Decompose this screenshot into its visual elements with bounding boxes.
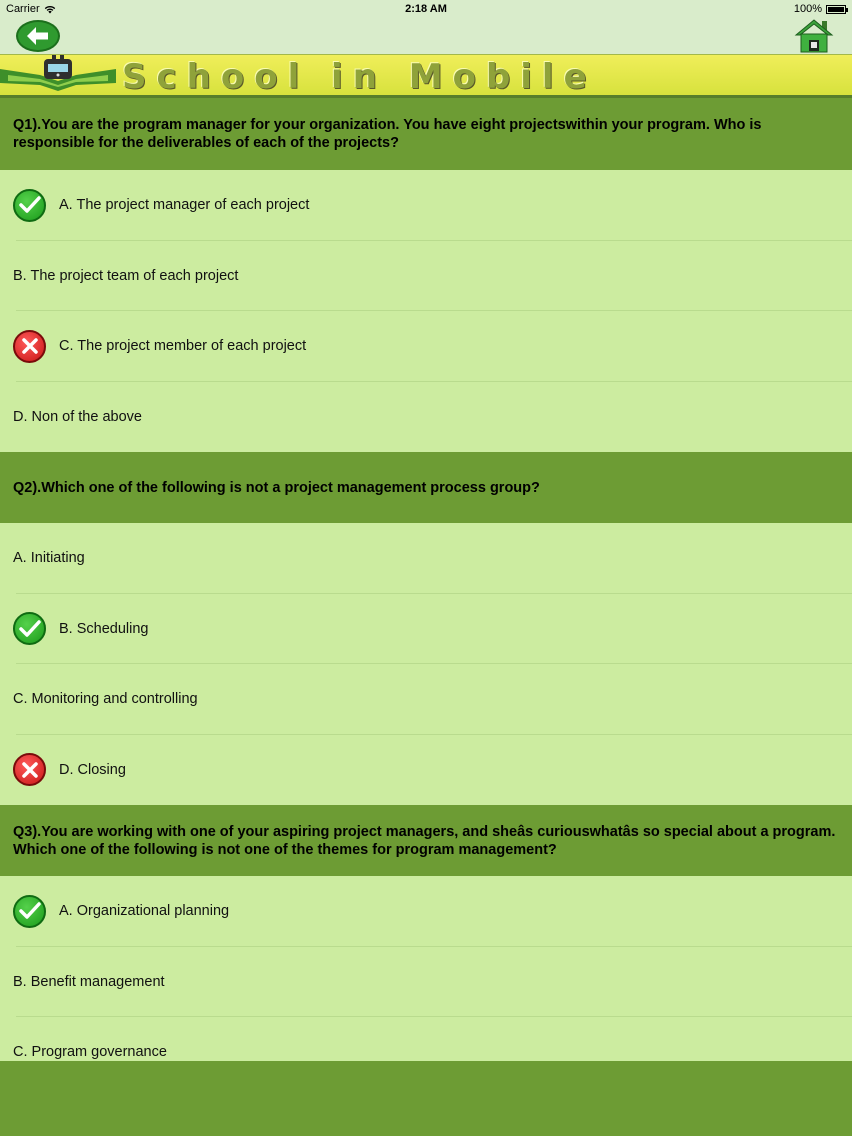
home-icon xyxy=(794,18,834,54)
option-text: C. Monitoring and controlling xyxy=(13,691,198,708)
option-text: B. Scheduling xyxy=(59,620,149,637)
option-text: B. Benefit management xyxy=(13,973,165,990)
battery-icon xyxy=(826,5,846,14)
answer-option[interactable] xyxy=(0,311,852,382)
option-text: A. Initiating xyxy=(13,550,85,567)
arrow-left-icon xyxy=(25,26,51,46)
question-header xyxy=(0,805,852,876)
school-logo-icon xyxy=(0,55,116,98)
question-text: Q3).You are working with one of your aspiring project managers, and sheâs curiouswhatâs so special about a program. Which one of the following is not one of the themes for program management? xyxy=(13,823,836,858)
option-text: D. Closing xyxy=(59,761,126,778)
question-text: Q2).Which one of the following is not a project management process group? xyxy=(13,479,540,496)
question-header xyxy=(0,452,852,523)
check-icon xyxy=(13,189,46,222)
home-button[interactable] xyxy=(794,18,834,54)
option-text: A. The project manager of each project xyxy=(59,197,310,214)
quiz-list[interactable] xyxy=(0,98,852,1061)
battery-status xyxy=(794,3,846,15)
carrier-label: Carrier xyxy=(6,3,40,15)
battery-percent: 100% xyxy=(793,3,822,15)
option-text: A. Organizational planning xyxy=(59,903,230,920)
question-header xyxy=(0,98,852,170)
answer-option[interactable] xyxy=(0,241,852,312)
option-text: C. Program governance xyxy=(13,1044,167,1061)
clock: 2:18 AM xyxy=(405,3,447,15)
option-text: C. The project member of each project xyxy=(59,338,307,355)
back-button[interactable] xyxy=(16,20,60,52)
option-text: B. The project team of each project xyxy=(13,267,239,284)
answer-option[interactable] xyxy=(0,664,852,735)
cross-icon xyxy=(13,330,46,363)
answer-option[interactable] xyxy=(0,735,852,806)
footer-bar xyxy=(0,1061,852,1136)
answer-option[interactable] xyxy=(0,523,852,594)
answer-option[interactable] xyxy=(0,594,852,665)
option-text: D. Non of the above xyxy=(13,408,142,425)
answer-option[interactable] xyxy=(0,382,852,453)
answer-option[interactable] xyxy=(0,947,852,1018)
question-text: Q1).You are the program manager for your organization. You have eight projectswithin your program. Who is responsible for the deliverables of each of the projects? xyxy=(13,117,762,151)
status-bar xyxy=(0,0,852,18)
navigation-bar xyxy=(0,18,852,54)
check-icon xyxy=(13,612,46,645)
cross-icon xyxy=(13,753,46,786)
answer-option[interactable] xyxy=(0,170,852,241)
check-icon xyxy=(13,895,46,928)
answer-option[interactable] xyxy=(0,1017,852,1061)
app-title: School in Mobile xyxy=(122,57,597,97)
app-banner xyxy=(0,54,852,98)
answer-option[interactable] xyxy=(0,876,852,947)
